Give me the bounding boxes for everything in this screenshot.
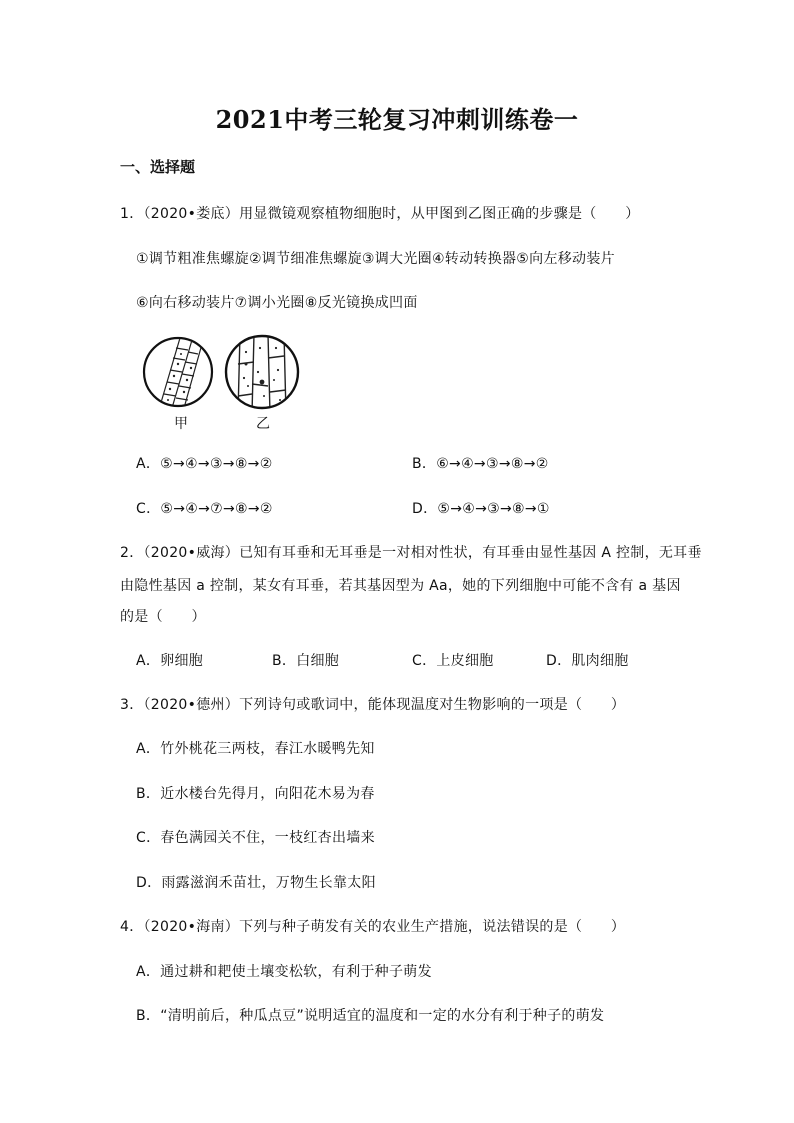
question-4-option-a: A．通过耕和耙使土壤变松软，有利于种子萌发 xyxy=(136,964,432,980)
figure-label-yi: 乙 xyxy=(256,416,270,432)
question-2-option-a: A．卵细胞 xyxy=(136,653,204,669)
question-3-option-c: C．春色满园关不住，一枝红杏出墙来 xyxy=(136,830,375,846)
section-heading: 一、选择题 xyxy=(120,158,196,176)
question-1-option-b: B．⑥→④→③→⑧→② xyxy=(412,456,549,472)
question-3-option-a: A．竹外桃花三两枝，春江水暖鸭先知 xyxy=(136,741,375,757)
question-1-option-c: C．⑤→④→⑦→⑧→② xyxy=(136,501,273,517)
question-4-option-b: B．“清明前后，种瓜点豆”说明适宜的温度和一定的水分有利于种子的萌发 xyxy=(136,1008,605,1024)
field-of-view-yi xyxy=(226,334,298,414)
question-1-steps-line1: ①调节粗准焦螺旋②调节细准焦螺旋③调大光圈④转动转换器⑤向左移动装片 xyxy=(136,251,615,267)
question-2-line1: 2．（2020•威海）已知有耳垂和无耳垂是一对相对性状，有耳垂由显性基因 A 控制，无耳垂 xyxy=(120,545,702,561)
field-of-view-jia xyxy=(144,338,212,408)
microscope-figure xyxy=(140,334,310,434)
question-3-option-d: D．雨露滋润禾苗壮，万物生长靠太阳 xyxy=(136,875,376,891)
question-1-stem: 1．（2020•娄底）用显微镜观察植物细胞时，从甲图到乙图正确的步骤是（ ） xyxy=(120,206,640,222)
page-title: 2021中考三轮复习冲刺训练卷一 xyxy=(215,105,579,134)
question-1-option-d: D．⑤→④→③→⑧→① xyxy=(412,501,550,517)
question-2-option-c: C．上皮细胞 xyxy=(412,653,494,669)
question-2-line3: 的是（ ） xyxy=(120,609,206,625)
figure-label-jia: 甲 xyxy=(174,416,188,432)
question-1-option-a: A．⑤→④→③→⑧→② xyxy=(136,456,273,472)
question-3-option-b: B．近水楼台先得月，向阳花木易为春 xyxy=(136,786,375,802)
question-2-option-d: D．肌肉细胞 xyxy=(546,653,629,669)
question-2-line2: 由隐性基因 a 控制，某女有耳垂，若其基因型为 Aa，她的下列细胞中可能不含有 a 基因 xyxy=(120,578,681,594)
question-3-stem: 3．（2020•德州）下列诗句或歌词中，能体现温度对生物影响的一项是（ ） xyxy=(120,697,626,713)
question-1-steps-line2: ⑥向右移动装片⑦调小光圈⑧反光镜换成凹面 xyxy=(136,295,418,311)
question-4-stem: 4．（2020•海南）下列与种子萌发有关的农业生产措施，说法错误的是（ ） xyxy=(120,919,626,935)
question-2-option-b: B．白细胞 xyxy=(272,653,340,669)
